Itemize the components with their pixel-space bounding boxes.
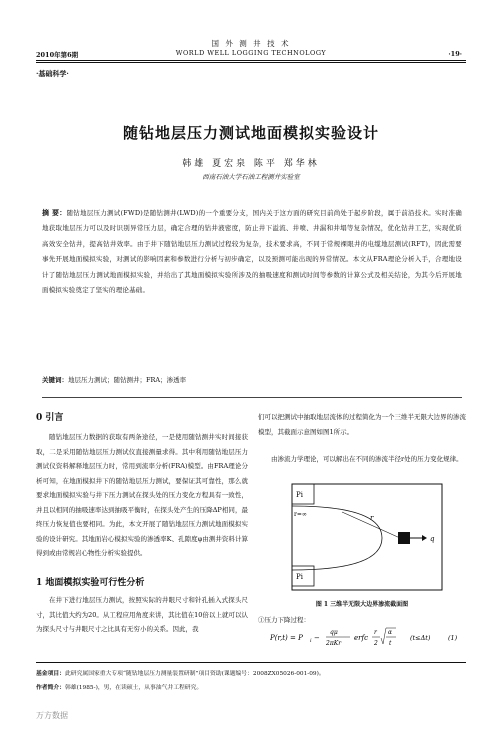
keywords [42, 375, 462, 384]
author-bio-label: 作者简介： [36, 685, 65, 691]
intro-paragraph: 随钻地层压力数据的获取有两条途径，一是使用随钻测井实时间接获取，二是采用随钻地层压力测试仪直接测量求得。其中利用随钻地层压力测试仪资料解释地层压力时，常用到流率分析(FRA)模型。由FRA理论分析可知，在地面模拟井下的随钻地层压力测试，要保证其可靠性，那么就要求地面模拟实验与井下压力测试在探头处的压力变化方程具有一致性，并且以相同的抽吸速率达到抽吸平衡时，在探头处产生的压降ΔP相同，最终压力恢复值也要相同。为此，本文开展了随钻地层压力测试地面模拟实验的设计研究。其地面岩心模拟实验的渗透率K、孔隙度φ由测井资料计算得到或由常规岩心物性分析实验提供。 [36, 433, 248, 557]
journal-name-cn: 国 外 测 井 技 术 [211, 39, 291, 48]
journal-name-en: WORLD WELL LOGGING TECHNOLOGY [175, 49, 327, 57]
feasibility-paragraph: 在井下进行地层压力测试，按照实际的井眼尺寸和针孔插入式探头尺寸，其比值大约为20。从工程应用角度来讲，其比值在10倍以上就可以认为探头尺寸与井眼尺寸之比具有无穷小的关系。因此，我 [36, 596, 248, 633]
header-rule [36, 60, 466, 61]
formula-1 [270, 624, 466, 650]
formula-condition: (t≤Δt) [410, 634, 431, 642]
formula-lhs-sub: i [310, 638, 312, 644]
page-number: ·19· [448, 50, 462, 58]
watermark: 万方数据 [36, 711, 68, 720]
outer-boundary-arc-bottom [292, 538, 382, 570]
abstract [42, 205, 462, 298]
formula-numerator: qμ [330, 629, 338, 636]
affiliation: 西南石油大学石油工程测井实验室 [202, 173, 300, 181]
diagram-frame [292, 484, 442, 590]
erfc-numerator: r [374, 629, 377, 636]
formula-intro: ①压力下降过程： [258, 616, 310, 624]
abstract-label: 摘 要： [42, 208, 67, 217]
formula-erfc: erfc [354, 634, 368, 642]
abstract-text: 随钻地层压力测试(FWD)是随钻测井(LWD)的一个重要分支，国内关于这方面的研究目前尚处于起步阶段，属于前沿技术。实时准确地获取地层压力可以及时识别异常压力层，确定合理的钻井液密度，防止井下溢流、井喷、井漏和井塌等复杂情况，优化钻井工艺，实现优质高效安全钻井，提高钻井效率。由于井下随钻地层压力测试过程较为复杂，技术要求高，不同于常规裸眼井的电缆地层测试(RFT)，因此需要事先开展地面模拟实验，对测试的影响因素和参数进行分析与初步确定，以及预测可能出现的异常情况。本文从FRA理论分析入手，合理地设计了随钻地层压力测试地面模拟实验，并给出了其地面模拟实验所涉及的抽吸速度和测试时间等参数的计算公式及相关结论，为其今后开展地面模拟实验奠定了坚实的理论基础。 [42, 209, 462, 295]
pi-top-label: Pi [296, 491, 303, 499]
flow-arrowhead [422, 535, 427, 541]
sqrt-denominator: t [389, 640, 392, 647]
issue-label: 2010年第6期 [36, 51, 79, 59]
figure-caption: 图 1 三维半无限大边界渗流截面图 [315, 601, 409, 608]
formula-number: (1) [448, 634, 458, 642]
paper-title: 随钻地层压力测试地面模拟实验设计 [122, 124, 379, 142]
probe [398, 532, 410, 544]
header-rule-thin [36, 62, 466, 63]
q-label: q [430, 535, 435, 543]
keywords-label: 关键词： [42, 376, 68, 384]
seepage-diagram [282, 482, 452, 592]
right-paragraph-1: 们可以把测试中抽取地层流体的过程简化为一个三维半无限大边界的渗流模型，其截面示意图如图1所示。 [258, 413, 466, 436]
abstract-rule [42, 397, 462, 398]
right-paragraph-2: 由渗流力学理论，可以解出在不同的渗流半径r处的压力变化规律。 [271, 455, 463, 463]
formula-denominator: 2πKr [326, 640, 342, 647]
footnote-author [36, 682, 466, 691]
formula-minus: − [314, 634, 320, 642]
sqrt-numerator: α [388, 629, 393, 636]
formula-lhs: P(r,t) = P [270, 634, 303, 642]
funding-label: 基金项目： [36, 671, 65, 677]
section-heading-intro: 0 引言 [36, 413, 64, 423]
category-label: ·基础科学· [36, 69, 69, 78]
author-bio-text: 韩雄(1985-)，男，在读硕士，从事油气井工程研究。 [65, 685, 203, 691]
authors: 韩雄 夏宏泉 陈平 郑华林 [182, 159, 320, 169]
pi-bottom-label: Pi [296, 573, 303, 581]
r-infinity-label: r=∞ [294, 511, 307, 518]
erfc-denominator: 2 [374, 640, 378, 647]
r-label: r [370, 514, 374, 522]
footnote-funding [36, 668, 466, 677]
keywords-text: 地层压力测试；随钻测井；FRA；渗透率 [68, 376, 187, 384]
funding-text: 此研究属国家重大专项“随钻地层压力测量装置研制”项目资助(课题编号：2008ZX05026-001-09)。 [65, 671, 325, 677]
section-heading-feasibility: 1 地面模拟实验可行性分析 [36, 578, 145, 588]
formula-svg [270, 624, 466, 650]
footnote-rule [36, 662, 466, 663]
